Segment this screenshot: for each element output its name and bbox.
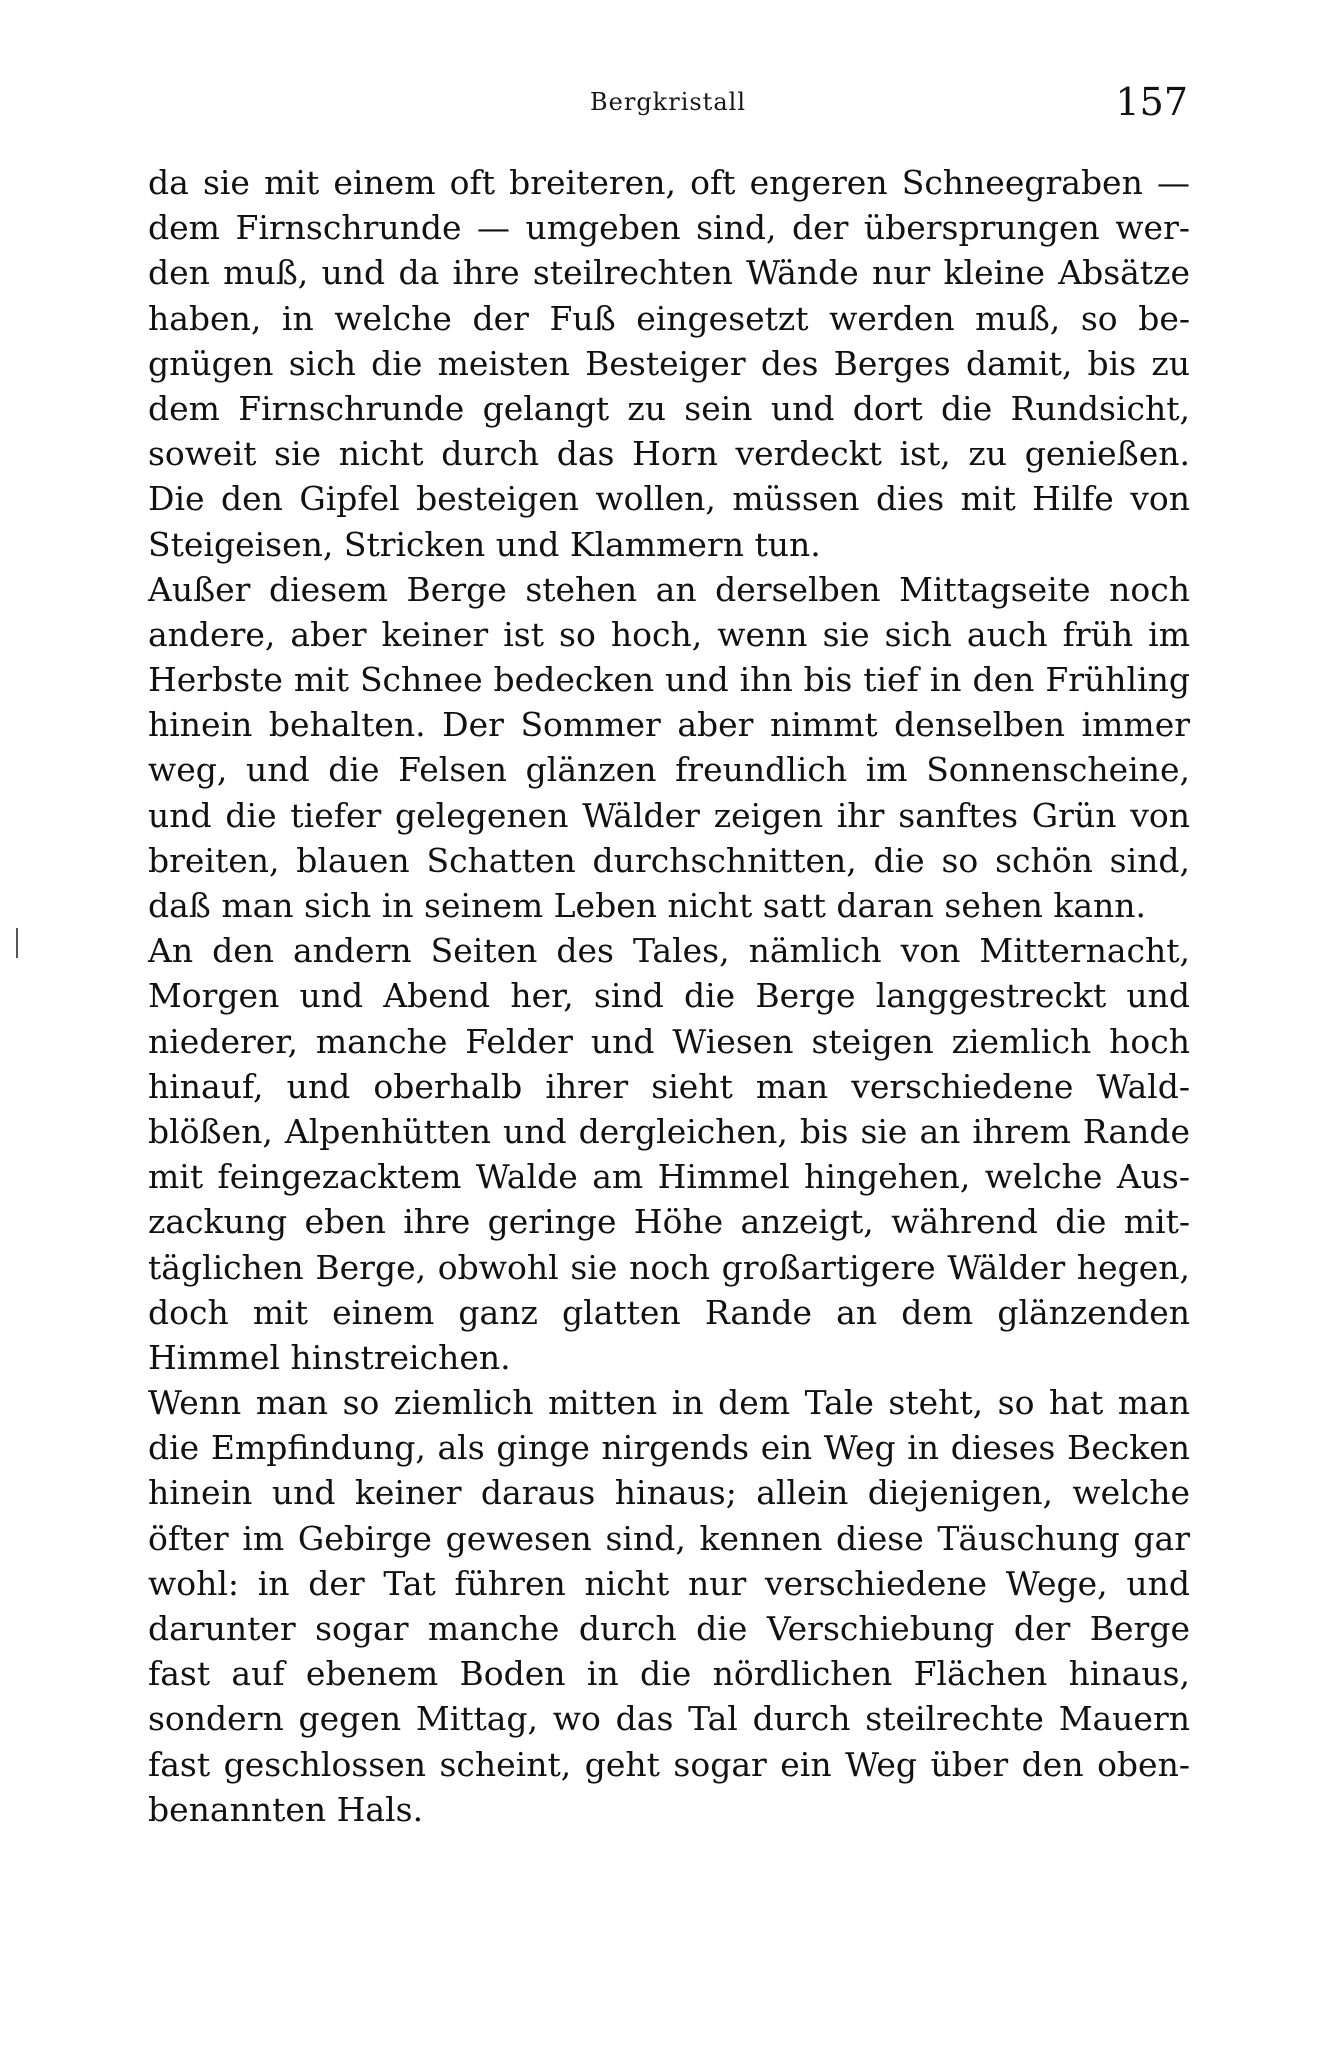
text-line: Himmel hinstreichen. — [148, 1337, 511, 1377]
text-line: weg, und die Felsen glänzen freundlich im Sonnenscheine, — [148, 750, 1190, 790]
text-line: hinein behalten. Der Sommer aber nimmt denselben immer — [148, 705, 1190, 745]
text-line: benannten Hals. — [148, 1789, 424, 1829]
page-number: 157 — [1115, 80, 1188, 124]
body-text — [148, 160, 1190, 1832]
text-line: Herbste mit Schnee bedecken und ihn bis tief in den Frühling — [148, 660, 1190, 700]
text-line: den muß, und da ihre steilrechten Wände nur kleine Absätze — [148, 253, 1190, 293]
text-line: haben, in welche der Fuß eingesetzt werden muß, so be- — [148, 298, 1190, 338]
text-line: doch mit einem ganz glatten Rande an dem glänzenden — [148, 1292, 1190, 1332]
text-line: und die tiefer gelegenen Wälder zeigen ihr sanftes Grün von — [148, 795, 1190, 835]
text-line: blößen, Alpenhütten und dergleichen, bis sie an ihrem Rande — [148, 1111, 1190, 1151]
text-line: An den andern Seiten des Tales, nämlich von Mitternacht, — [148, 931, 1190, 971]
text-line: dem Firnschrunde — umgeben sind, der übersprungen wer- — [148, 208, 1190, 248]
text-line: fast auf ebenem Boden in die nördlichen Flächen hinaus, — [148, 1654, 1190, 1694]
text-line: gnügen sich die meisten Besteiger des Berges damit, bis zu — [148, 343, 1190, 383]
text-line: niederer, manche Felder und Wiesen steigen ziemlich hoch — [148, 1021, 1190, 1061]
text-line: dem Firnschrunde gelangt zu sein und dort die Rundsicht, — [148, 388, 1190, 428]
text-line: soweit sie nicht durch das Horn verdeckt ist, zu genießen. — [148, 434, 1190, 474]
text-line: zackung eben ihre geringe Höhe anzeigt, während die mit- — [148, 1202, 1190, 1242]
text-line: täglichen Berge, obwohl sie noch großartigere Wälder hegen, — [148, 1247, 1190, 1287]
text-line: darunter sogar manche durch die Verschiebung der Berge — [148, 1609, 1190, 1648]
text-line: hinein und keiner daraus hinaus; allein diejenigen, welche — [148, 1473, 1190, 1513]
margin-mark — [16, 928, 18, 958]
text-line: mit feingezacktem Walde am Himmel hingehen, welche Aus- — [148, 1157, 1190, 1197]
text-line: Wenn man so ziemlich mitten in dem Tale steht, so hat man — [148, 1383, 1190, 1423]
text-line: da sie mit einem oft breiteren, oft engeren Schneegraben — — [148, 163, 1190, 202]
text-line: wohl: in der Tat führen nicht nur verschiedene Wege, und — [148, 1563, 1190, 1603]
page-header — [148, 78, 1188, 138]
text-line: daß man sich in seinem Leben nicht satt daran sehen kann. — [148, 886, 1147, 925]
text-line: die Empfindung, als ginge nirgends ein Weg in dieses Becken — [148, 1428, 1190, 1468]
text-line: Außer diesem Berge stehen an derselben Mittagseite noch — [148, 569, 1190, 609]
running-title: Bergkristall — [590, 88, 746, 116]
text-line: breiten, blauen Schatten durchschnitten, die so schön sind, — [148, 840, 1190, 880]
text-line: fast geschlossen scheint, geht sogar ein Weg über den oben- — [148, 1744, 1190, 1784]
text-line: Steigeisen, Stricken und Klammern tun. — [148, 524, 821, 564]
text-line: andere, aber keiner ist so hoch, wenn sie sich auch früh im — [148, 614, 1190, 654]
text-line: sondern gegen Mittag, wo das Tal durch steilrechte Mauern — [148, 1699, 1190, 1739]
text-line: Morgen und Abend her, sind die Berge langgestreckt und — [148, 976, 1190, 1016]
text-line: öfter im Gebirge gewesen sind, kennen diese Täuschung gar — [148, 1518, 1190, 1558]
text-line: Die den Gipfel besteigen wollen, müssen dies mit Hilfe von — [148, 479, 1190, 519]
text-line: hinauf, und oberhalb ihrer sieht man verschiedene Wald- — [148, 1066, 1190, 1106]
